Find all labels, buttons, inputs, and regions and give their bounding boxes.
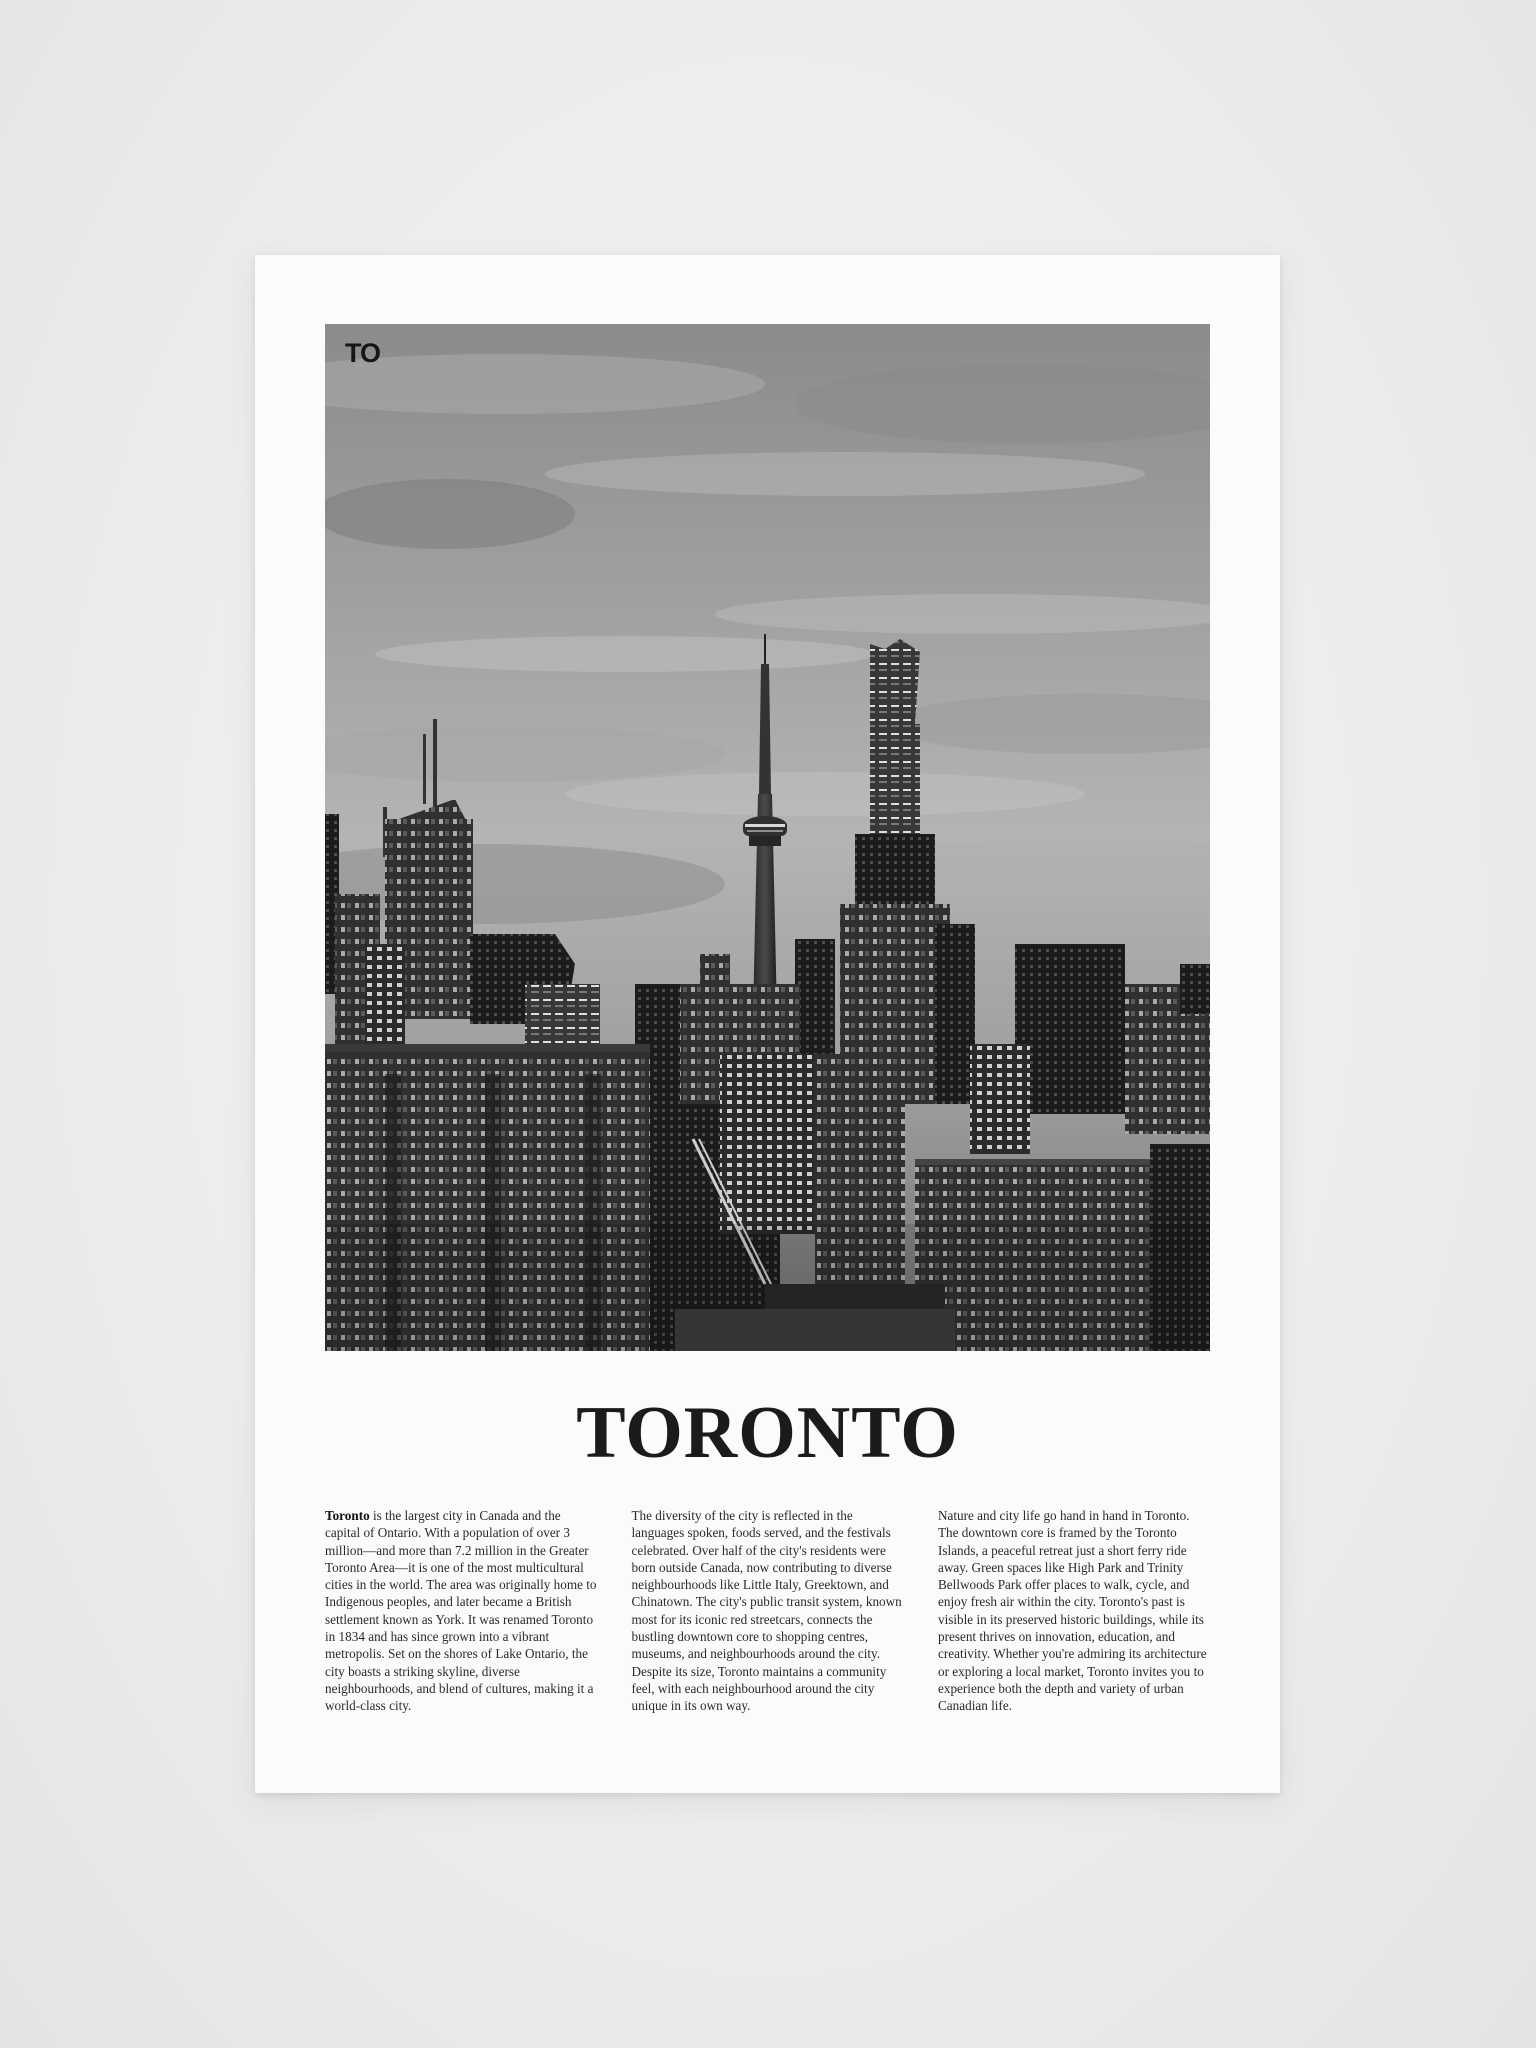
text-column-3 xyxy=(938,1507,1210,1715)
text-column-2 xyxy=(632,1507,904,1715)
text-columns xyxy=(325,1507,1210,1715)
column-2-body: The diversity of the city is reflected in the languages spoken, foods served, and the festivals celebrated. Over half of the city's residents were born outside Canada, now contributing to diverse neighbourhoods like Little Italy, Greektown, and Chinatown. The city's public transit system, known most for its iconic red streetcars, connects the bustling downtown core to shopping centres, museums, and neighbourhoods around the city. Despite its size, Toronto maintains a community feel, with each neighbourhood around the city unique in its own way. xyxy=(631,1508,902,1714)
poster xyxy=(255,255,1280,1793)
column-3-body: Nature and city life go hand in hand in Toronto. The downtown core is framed by the Toronto Islands, a peaceful retreat just a short ferry ride away. Green spaces like High Park and Trinity Bellwoods Park offer places to walk, cycle, and enjoy fresh air within the city. Toronto's past is visible in its preserved historic buildings, while its present thrives on innovation, education, and creativity. Whether you're admiring its architecture or exploring a local market, Toronto invites you to experience both the depth and variety of urban Canadian life. xyxy=(938,1508,1207,1714)
column-1-lead: Toronto xyxy=(325,1508,370,1523)
text-column-1 xyxy=(325,1507,597,1715)
skyline-photo xyxy=(325,324,1210,1351)
column-1-body: is the largest city in Canada and the capital of Ontario. With a population of over 3 million—and more than 7.2 million in the Greater Toronto Area—it is one of the most multicultural cities in the world. The area was originally home to Indigenous peoples, and later became a British settlement known as York. It was renamed Toronto in 1834 and has since grown into a vibrant metropolis. Set on the shores of Lake Ontario, the city boasts a striking skyline, diverse neighbourhoods, and blend of cultures, making it a world-class city. xyxy=(325,1508,597,1714)
poster-title: TORONTO xyxy=(576,1392,959,1474)
corner-tag: TO xyxy=(345,338,381,368)
skyline-image xyxy=(325,324,1210,1351)
